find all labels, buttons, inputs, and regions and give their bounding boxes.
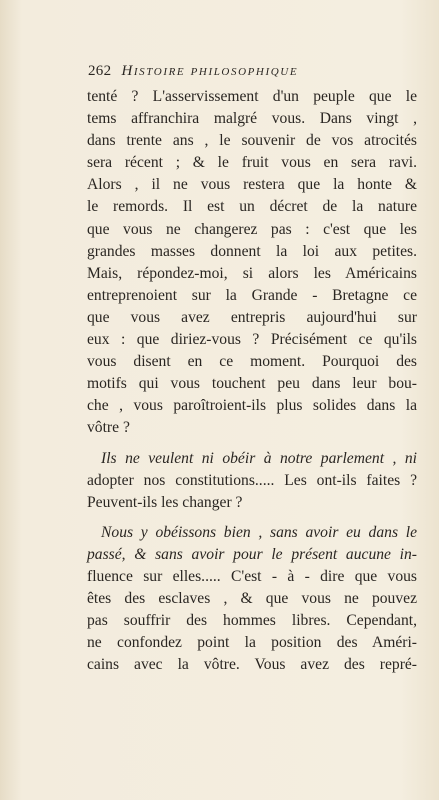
running-title: Histoire philosophique xyxy=(121,63,299,79)
text-line: pas souffrir des hommes libres. Cependant, xyxy=(87,612,417,630)
page-number: 262 xyxy=(88,63,112,79)
text-line: dans trente ans , le souvenir de vos atrocités xyxy=(87,132,417,150)
body-text xyxy=(87,86,417,676)
text-line: êtes des esclaves , & que vous ne pouvez xyxy=(87,590,417,608)
text-line: motifs qui vous touchent peu dans leur bou- xyxy=(87,375,417,393)
text-line: cains avec la vôtre. Vous avez des repré- xyxy=(87,656,417,674)
text-line: Peuvent-ils les changer ? xyxy=(87,493,243,511)
text-line: tenté ? L'asservissement d'un peuple que le xyxy=(87,88,417,105)
text-line: ne confondez point la position des Améri- xyxy=(87,634,417,652)
text-line: sera récent ; & le fruit vous en sera ravi. xyxy=(87,154,417,172)
text-line: le remords. Il est un décret de la nature xyxy=(87,198,417,216)
quote-line: Nous y obéissons bien , sans avoir eu dans le xyxy=(101,523,417,541)
text-line: entreprenoient sur la Grande - Bretagne ce xyxy=(87,286,417,304)
running-header xyxy=(88,63,408,80)
text-line: vôtre ? xyxy=(87,419,130,437)
text-line: fluence sur elles..... C'est - à - dire que vous xyxy=(87,567,417,585)
text-line: adopter nos constitutions..... Les ont-ils faites ? xyxy=(87,471,417,489)
text-line: che , vous paroîtroient-ils plus solides dans la xyxy=(87,397,417,415)
text-line: eux : que diriez-vous ? Précisément ce qu'ils xyxy=(87,331,417,349)
quote-line: Ils ne veulent ni obéir à notre parlement , ni xyxy=(101,449,417,467)
text-line: Alors , il ne vous restera que la honte & xyxy=(87,176,417,194)
text-line: grandes masses donnent la loi aux petites. xyxy=(87,242,417,260)
text-line: Mais, répondez-moi, si alors les Américains xyxy=(87,264,417,282)
text-line: que vous avez entrepris aujourd'hui sur xyxy=(87,308,417,326)
text-line: tems affranchira malgré vous. Dans vingt , xyxy=(87,110,417,128)
text-line: que vous ne changerez pas : c'est que les xyxy=(87,220,417,238)
quote-line: passé, & sans avoir pour le présent aucune in- xyxy=(87,545,417,563)
text-line: vous disent en ce moment. Pourquoi des xyxy=(87,353,417,371)
